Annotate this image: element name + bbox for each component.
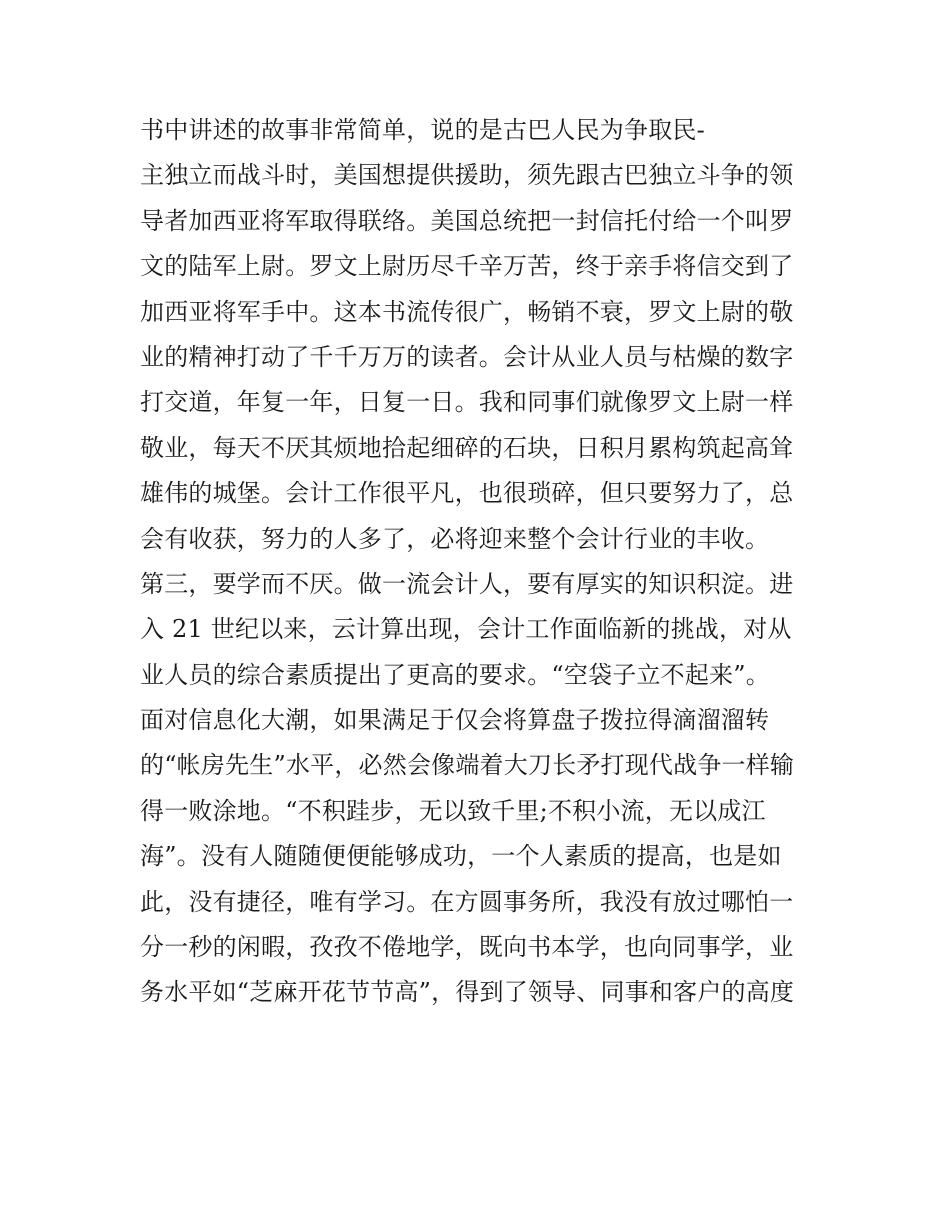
text-line: 业人员的综合素质提出了更高的要求。“空袋子立不起来”。 [140, 660, 770, 689]
text-line: 雄伟的城堡。会计工作很平凡，也很琐碎，但只要努力了，总 [140, 479, 794, 508]
text-line: 加西亚将军手中。这本书流传很广，畅销不衰，罗文上尉的敬 [140, 297, 794, 326]
text-line: 第三，要学而不厌。做一流会计人，要有厚实的知识积淀。进 [140, 569, 794, 598]
text-line: 主独立而战斗时，美国想提供援助，须先跟古巴独立斗争的领 [140, 161, 794, 190]
text-line: 海”。没有人随随便便能够成功，一个人素质的提高，也是如 [140, 842, 782, 871]
text-line: 的“帐房先生”水平，必然会像端着大刀长矛打现代战争一样输 [140, 751, 795, 780]
text-line: 导者加西亚将军取得联络。美国总统把一封信托付给一个叫罗 [140, 206, 794, 235]
body-text [140, 108, 840, 1016]
text-line: 敬业，每天不厌其烦地拾起细碎的石块，日积月累构筑起高耸 [140, 433, 794, 462]
text-line: 业的精神打动了千千万万的读者。会计从业人员与枯燥的数字 [140, 342, 794, 371]
text-line: 此，没有捷径，唯有学习。在方圆事务所，我没有放过哪怕一 [140, 887, 794, 916]
text-line: 分一秒的闲暇，孜孜不倦地学，既向书本学，也向同事学，业 [140, 933, 794, 962]
text-line: 入 21 世纪以来，云计算出现，会计工作面临新的挑战，对从 [140, 615, 792, 644]
text-line: 打交道，年复一年，日复一日。我和同事们就像罗文上尉一样 [140, 388, 794, 417]
text-line: 务水平如“芝麻开花节节高”，得到了领导、同事和客户的高度 [140, 978, 795, 1007]
text-line: 文的陆军上尉。罗文上尉历尽千辛万苦，终于亲手将信交到了 [140, 252, 794, 281]
text-line: 会有收获，努力的人多了，必将迎来整个会计行业的丰收。 [140, 524, 770, 553]
text-line: 面对信息化大潮，如果满足于仅会将算盘子拨拉得滴溜溜转 [140, 706, 770, 735]
text-line: 得一败涂地。“不积跬步，无以致千里;不积小流，无以成江 [140, 796, 766, 825]
text-line: 书中讲述的故事非常简单，说的是古巴人民为争取民- [140, 116, 705, 144]
